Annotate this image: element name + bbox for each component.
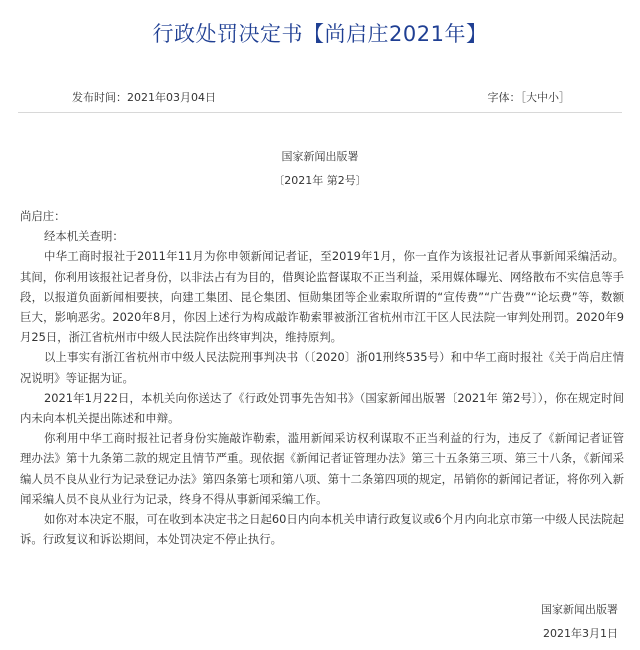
publish-label: 发布时间： (72, 91, 127, 104)
publish-date: 2021年03月04日 (127, 91, 216, 104)
font-size-options[interactable]: ［大中小］ (520, 91, 570, 104)
body-paragraph: 以上事实有浙江省杭州市中级人民法院刑事判决书（〔2020〕浙01刑终535号）和中华工商时报社《关于尚启庄情况说明》等证据为证。 (20, 350, 624, 385)
body-paragraph: 2021年1月22日，本机关向你送达了《行政处罚事先告知书》（国家新闻出版署〔2021年 第2号〕），你在规定时间内未向本机关提出陈述和申辩。 (20, 390, 624, 426)
document-body (20, 206, 624, 549)
publish-info (72, 89, 216, 105)
body-paragraph: 中华工商时报社于2011年11月为你申领新闻记者证，至2019年1月，你一直作为该报社记者从事新闻采编活动。其间，你利用该报社记者身份，以非法占有为目的，借舆论监督谋取不正当利益，采用媒体曝光、网络散布不实信息等手段，以报道负面新闻相要挟，向建工集团、昆仑集团、恒勋集团等企业索取所谓的“宣传费”“广告费”“论坛费”等，数额巨大，影响恶劣。2020年8月，你因上述行为构成敲诈勒索罪被浙江省杭州市江干区人民法院一审判处刑罚。2020年9月25日，浙江省杭州市中级人民法院作出终审判决，维持原判。 (20, 249, 624, 345)
page-title: 行政处罚决定书【尚启庄2021年】 (152, 22, 488, 46)
divider (18, 112, 622, 113)
signature-date: 2021年3月1日 (543, 627, 618, 640)
body-paragraph: 你利用中华工商时报社记者身份实施敲诈勒索，滥用新闻采访权利谋取不正当利益的行为，违反了《新闻记者证管理办法》第十九条第二款的规定且情节严重。现依据《新闻记者证管理办法》第三十五条第三项、第三十八条，《新闻采编人员不良从业行为记录登记办法》第四条第七项和第八项、第十二条第四项的规定，吊销你的新闻记者证，将你列入新闻采编人员不良从业行为记录，终身不得从事新闻采编工作。 (20, 431, 624, 506)
font-size-label: 字体： (487, 91, 521, 104)
font-size-switcher (488, 89, 571, 105)
recipient: 尚启庄： (20, 209, 66, 223)
signature-issuer: 国家新闻出版署 (541, 603, 618, 616)
document-number: 〔2021年 第2号〕 (273, 174, 367, 187)
body-paragraph: 如你对本决定不服，可在收到本决定书之日起60日内向本机关申请行政复议或6个月内向北京市第一中级人民法院起诉。行政复议和诉讼期间，本处罚决定不停止执行。 (20, 512, 624, 547)
issuer-heading: 国家新闻出版署 (281, 150, 359, 163)
body-paragraph: 经本机关查明： (44, 229, 124, 244)
